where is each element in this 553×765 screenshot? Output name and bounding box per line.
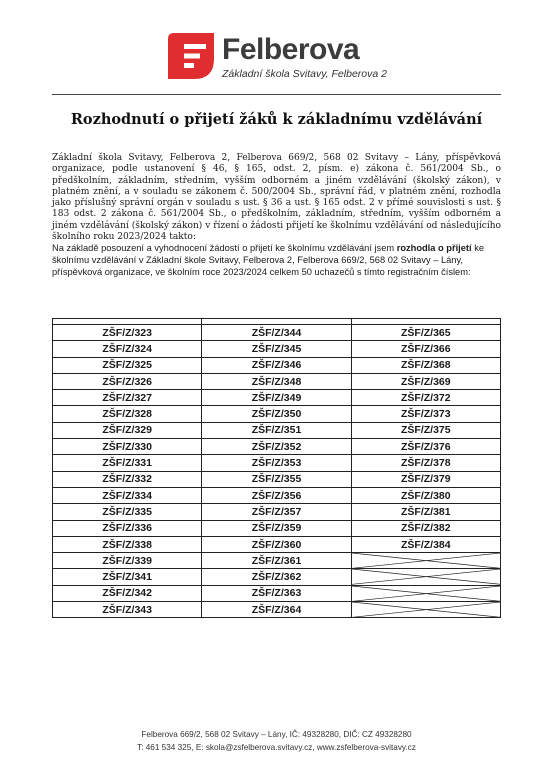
registration-number-cell: ZŠF/Z/339: [53, 553, 202, 569]
table-row: [53, 325, 501, 341]
registration-number-cell: ZŠF/Z/375: [351, 422, 500, 438]
registration-number-cell: ZŠF/Z/328: [53, 406, 202, 422]
intro-paragraph-2: [52, 243, 501, 278]
registration-number-cell: ZŠF/Z/378: [351, 455, 500, 471]
table-row: [53, 585, 501, 601]
registration-number-cell: ZŠF/Z/345: [202, 341, 351, 357]
table-row: [53, 439, 501, 455]
registration-number-cell: ZŠF/Z/326: [53, 373, 202, 389]
registration-number-cell: ZŠF/Z/382: [351, 520, 500, 536]
crossed-out-cell: [351, 569, 500, 585]
brand-block: [222, 33, 387, 80]
registration-number-cell: ZŠF/Z/325: [53, 357, 202, 373]
table-row: [53, 406, 501, 422]
crossed-out-cell: [351, 585, 500, 601]
registration-number-cell: ZŠF/Z/346: [202, 357, 351, 373]
registration-number-cell: ZŠF/Z/352: [202, 439, 351, 455]
registration-number-cell: ZŠF/Z/349: [202, 390, 351, 406]
registration-number-cell: ZŠF/Z/361: [202, 553, 351, 569]
header-divider: [52, 94, 501, 95]
registration-number-cell: ZŠF/Z/348: [202, 373, 351, 389]
table-row: [53, 553, 501, 569]
registration-number-cell: ZŠF/Z/331: [53, 455, 202, 471]
registration-number-cell: ZŠF/Z/341: [53, 569, 202, 585]
registration-number-cell: ZŠF/Z/366: [351, 341, 500, 357]
brand-subtitle: Základní škola Svitavy, Felberova 2: [222, 68, 387, 80]
registration-number-cell: ZŠF/Z/376: [351, 439, 500, 455]
table-row: [53, 373, 501, 389]
table-row: [53, 536, 501, 552]
registration-table-body: [53, 319, 501, 618]
table-row: [53, 569, 501, 585]
registration-number-cell: ZŠF/Z/351: [202, 422, 351, 438]
table-row: [53, 602, 501, 618]
registration-number-cell: ZŠF/Z/357: [202, 504, 351, 520]
registration-number-cell: ZŠF/Z/384: [351, 536, 500, 552]
footer-address: Felberova 669/2, 568 02 Svitavy – Lány, IČ: 49328280, DIČ: CZ 49328280: [141, 730, 412, 739]
registration-number-cell: ZŠF/Z/359: [202, 520, 351, 536]
footer-contact: T: 461 534 325, E: skola@zsfelberova.svitavy.cz, www.zsfelberova-svitavy.cz: [137, 743, 416, 752]
registration-number-cell: ZŠF/Z/360: [202, 536, 351, 552]
table-row: [53, 357, 501, 373]
table-row: [53, 471, 501, 487]
footer: [52, 728, 501, 754]
registration-number-cell: ZŠF/Z/327: [53, 390, 202, 406]
table-row: [53, 520, 501, 536]
table-row: [53, 504, 501, 520]
registration-number-cell: ZŠF/Z/330: [53, 439, 202, 455]
registration-number-cell: ZŠF/Z/336: [53, 520, 202, 536]
registration-number-cell: ZŠF/Z/363: [202, 585, 351, 601]
registration-number-cell: ZŠF/Z/343: [53, 602, 202, 618]
table-row: [53, 390, 501, 406]
intro-text: [52, 153, 501, 279]
crossed-out-cell: [351, 553, 500, 569]
registration-table: [52, 318, 501, 618]
table-row: [53, 422, 501, 438]
registration-number-cell: ZŠF/Z/344: [202, 325, 351, 341]
registration-number-cell: ZŠF/Z/380: [351, 487, 500, 503]
registration-number-cell: ZŠF/Z/365: [351, 325, 500, 341]
crossed-out-cell: [351, 602, 500, 618]
registration-number-cell: ZŠF/Z/355: [202, 471, 351, 487]
intro-paragraph-2-bold: rozhodla o přijetí: [396, 243, 472, 254]
registration-number-cell: ZŠF/Z/364: [202, 602, 351, 618]
brand-name: Felberova: [222, 33, 360, 66]
registration-number-cell: ZŠF/Z/362: [202, 569, 351, 585]
registration-number-cell: ZŠF/Z/369: [351, 373, 500, 389]
school-logo-icon: [168, 33, 214, 79]
cross-out-icon: [352, 586, 500, 601]
registration-number-cell: ZŠF/Z/356: [202, 487, 351, 503]
document-title: Rozhodnutí o přijetí žáků k základnímu vzdělávání: [70, 111, 483, 128]
registration-number-cell: ZŠF/Z/332: [53, 471, 202, 487]
table-row: [53, 455, 501, 471]
registration-number-cell: ZŠF/Z/379: [351, 471, 500, 487]
registration-number-cell: ZŠF/Z/350: [202, 406, 351, 422]
registration-number-cell: ZŠF/Z/334: [53, 487, 202, 503]
cross-out-icon: [352, 569, 500, 584]
cross-out-icon: [352, 553, 500, 568]
registration-number-cell: ZŠF/Z/338: [53, 536, 202, 552]
registration-number-cell: ZŠF/Z/323: [53, 325, 202, 341]
registration-number-cell: ZŠF/Z/329: [53, 422, 202, 438]
table-row: [53, 341, 501, 357]
registration-number-cell: ZŠF/Z/324: [53, 341, 202, 357]
registration-number-cell: ZŠF/Z/368: [351, 357, 500, 373]
registration-number-cell: ZŠF/Z/353: [202, 455, 351, 471]
registration-number-cell: ZŠF/Z/335: [53, 504, 202, 520]
intro-paragraph-2-end: ke školnímu vzdělávání v Základní škole Svitavy, Felberova 2, Felberova 669/2, 568 02 Svitavy – Lány, příspěvková organizace, ve školním roce 2023/2024 celkem 50 uchazečů s tímto registračním číslem:: [52, 243, 485, 277]
registration-number-cell: ZŠF/Z/372: [351, 390, 500, 406]
cross-out-icon: [352, 602, 500, 617]
registration-number-cell: ZŠF/Z/342: [53, 585, 202, 601]
registration-number-cell: ZŠF/Z/381: [351, 504, 500, 520]
table-row: [53, 487, 501, 503]
registration-number-cell: ZŠF/Z/373: [351, 406, 500, 422]
intro-paragraph-1: Základní škola Svitavy, Felberova 2, Felberova 669/2, 568 02 Svitavy – Lány, příspěvková organizace, podle ustanovení § 46, § 165, odst. 2, písm. e) zákona č. 561/2004 Sb., o předškolním, základním, středním, vyšším odborném a jiném vzdělávání (školský zákon), v platném znění, a v souladu se zákonem č. 500/2004 Sb., správní řád, v platném znění, rozhodla jako příslušný správní orgán v souladu s ust. § 36 a ust. § 165 odst. 2 v přímé souvislosti s ust. § 183 odst. 2 zákona č. 561/2004 Sb., o předškolním, základním, středním, vyšším odborném a jiném vzdělávání (školský zákon) v řízení o žádosti přijetí ke školnímu vzdělávání od následujícího školního roku 2023/2024 takto:: [52, 153, 501, 243]
intro-paragraph-2-start: Na základě posouzení a vyhodnocení žádostí o přijetí ke školnímu vzdělávání jsem: [52, 243, 397, 254]
